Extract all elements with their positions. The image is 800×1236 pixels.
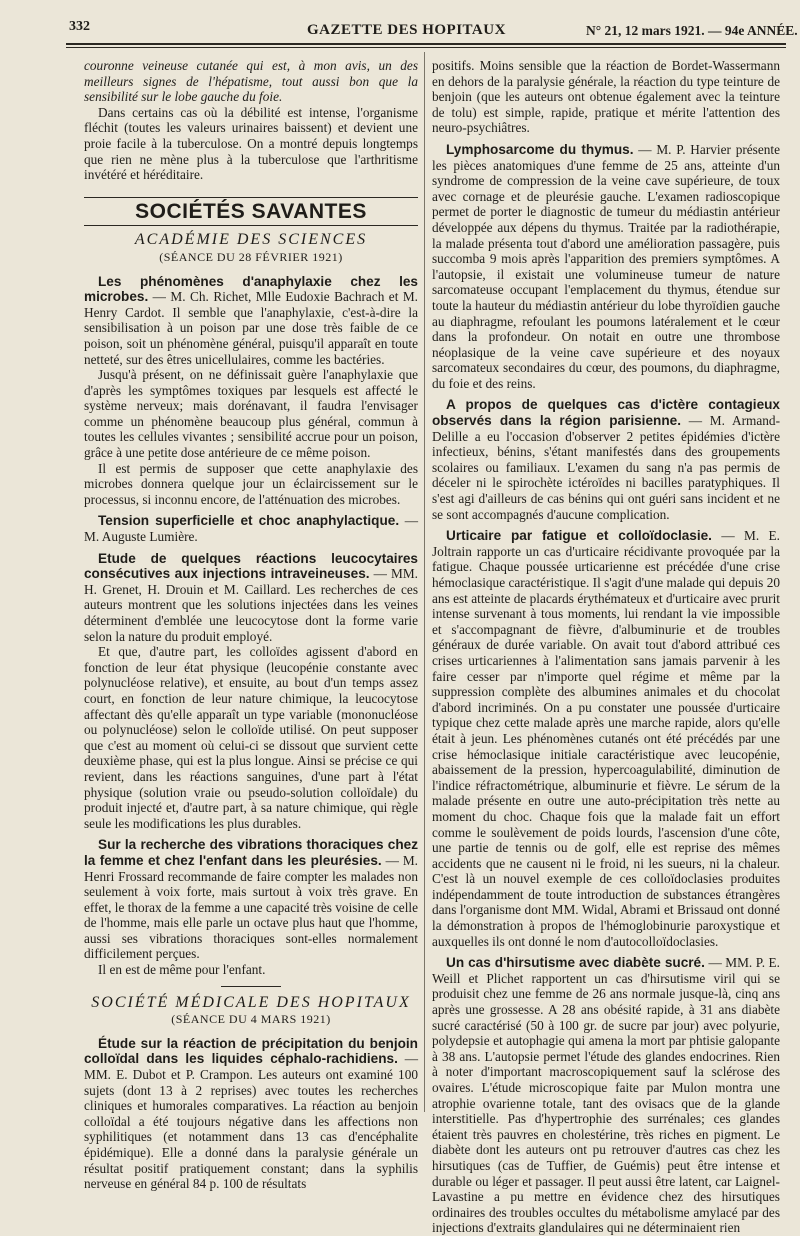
article-paragraph bbox=[432, 397, 780, 522]
paragraph: Il est permis de supposer que cette anaphylaxie des microbes donnera quelque jour un éclaircissement sur le processus, si inconnu encore, de l'atténuation des microbes. bbox=[84, 460, 418, 507]
article-text: — MM. E. Dubot et P. Crampon. Les auteurs ont examiné 100 sujets (dont 13 à 2 reprises) avec toutes les recherches cliniques et humorales comparatives. La réaction au benjoin colloïdal a été toujours négative dans les affections non syphilitiques (et notamment dans 13 cas d'encéphalite épidémique). Elle a donné dans la paralysie générale un résultat positif pratiquement constant; dans la syphilis nerveuse en général 84 p. 100 de résultats bbox=[84, 1051, 418, 1192]
society-title: SOCIÉTÉ MÉDICALE DES HOPITAUX bbox=[91, 993, 411, 1011]
article-heading: Étude sur la réaction de précipitation du benjoin colloïdal dans les liquides céphalo-rachidiens. bbox=[84, 1035, 418, 1067]
article-heading: Tension superficielle et choc anaphylactique. bbox=[98, 513, 400, 529]
section-title: SOCIÉTÉS SAVANTES bbox=[135, 199, 367, 223]
header-rule bbox=[66, 43, 786, 45]
article-heading: A propos de quelques cas d'ictère contagieux observés dans la région parisienne. bbox=[432, 397, 780, 429]
right-column bbox=[432, 58, 780, 1236]
article-text: — M. Auguste Lumière. bbox=[84, 513, 419, 545]
paragraph: Et que, d'autre part, les colloïdes agissent d'abord en fonction de leur état physique (leucopénie constante avec polynucléose relative), et ensuite, au bout d'un temps assez court, en fonction de leur nature chimique, la leucocytose affectant dès qu'elle apparaît un type variable (mononucléose ou polynucléose) selon le colloïde utilisé. On peut supposer que c'est au moment où celui-ci se dissout que survient cette deuxième phase, qui est la plus longue. Ainsi se précise ce qui revient, dans les réactions sanguines, d'une part à l'état physique (solution vraie ou pseudo-solution colloïdale) du produit injecté et, d'autre part, à sa nature chimique, qui règle seule les modifications les plus durables. bbox=[84, 644, 418, 831]
session-date: (SÉANCE DU 28 FÉVRIER 1921) bbox=[159, 249, 343, 264]
divider bbox=[221, 986, 281, 987]
article-paragraph bbox=[84, 274, 418, 368]
article-paragraph bbox=[432, 528, 780, 949]
page-number: 332 bbox=[69, 19, 90, 34]
paragraph: Il en est de même pour l'enfant. bbox=[98, 962, 266, 978]
section-rule bbox=[84, 225, 418, 226]
article-heading: Les phénomènes d'anaphylaxie chez les microbes. bbox=[84, 273, 418, 305]
article-paragraph bbox=[84, 837, 418, 962]
article-text: — M. E. Joltrain rapporte un cas d'urticaire récidivante provoquée par la fatigue. Chaque poussée urticarienne est précédée d'une crise hémoclasique caractéristique. Il s'agit d'une malade qui depuis 20 ans est atteinte de placards érythémateux et d'urticaire avec prurit intense survenant à tous moments, lui rendant la vie impossible et s'accompagnant de fièvre, d'albuminurie et de troubles généraux de durée variable. On avait tout d'abord attribué ces crises urticariennes à l'alimentation sans jamais parvenir à les faire cesser par n'importe quel régime et même par la suppression complète des albumines animales et du chocolat d'abord incriminés. On a pu constater une poussée d'urticaire typique chez cette malade après une marche rapide, alors qu'elle était à jeun. Les phénomènes cutanés ont été précédés par une crise hémoclasique initiale caractéristique avec leucopénie, abaissement de la pression, hypercoagulabilité, diminution de l'indice réfractométrique, albuminurie et fièvre. Le sérum de la malade présente en outre une auto-précipitation très nette au moment du choc. Chaque fois que la malade fait un effort comme le soulèvement de poids lourds, l'ascension d'une côte, une partie de tennis ou de golf, elle est reprise des mêmes accidents que ne causent ni le froid, ni les sueurs, ni la chaleur. C'est là un nouvel exemple de ces colloïdoclasies produites indépendamment de toute introduction de substances étrangères dans l'organisme dont MM. Widal, Abrami et Brissaud ont donné la démonstration à propos de l'hémoglobinurie paroxystique et auxquelles ils ont donné le nom d'autocolloïdoclasies. bbox=[432, 528, 780, 949]
article-heading: Etude de quelques réactions leucocytaires consécutives aux injections intraveineuses. bbox=[84, 550, 418, 582]
paragraph: Jusqu'à présent, on ne définissait guère l'anaphylaxie que d'après les symptômes toxiques par lesquels est affecté le système nerveux; mais dorénavant, il faudra l'envisager comme un phénomène beaucoup plus général, commun à toutes les cellules vivantes ; sensibilité accrue pour un poison, grâce à une petite dose antérieure de ce même poison. bbox=[84, 367, 418, 461]
issue-info: N° 21, 12 mars 1921. — 94e ANNÉE. bbox=[586, 23, 798, 38]
section-rule bbox=[84, 197, 418, 198]
article-text: — MM. H. Grenet, H. Drouin et M. Caillard. Les recherches de ces auteurs montrent que les solutions injectées dans les veines déterminent d'emblée une leucocytose dont la forme varie selon la nature du produit employé. bbox=[84, 566, 418, 644]
society-title: ACADÉMIE DES SCIENCES bbox=[134, 231, 368, 249]
column-separator bbox=[424, 52, 425, 1112]
paragraph: Dans certains cas où la débilité est intense, l'organisme fléchit (toutes les valeurs urinaires baissent) et devient une proie facile à la tuberculose. On a montré depuis longtemps que rien ne mène plus à la tuberculose que l'arthritisme invétéré et héréditaire. bbox=[84, 104, 418, 183]
intro-paragraph: couronne veineuse cutanée qui est, à mon avis, un des meilleurs signes de l'hépatisme, tout aussi bon que la sensibilité sur le lobe gauche du foie. bbox=[84, 58, 418, 105]
paragraph: positifs. Moins sensible que la réaction de Bordet-Wassermann en dehors de la paralysie générale, la réaction du type teinture de benjoin (que les auteurs ont obtenue également avec la teinture de tolu) est simple, rapide, pratique et mérite l'attention des neuro-psychiâtres. bbox=[432, 58, 780, 136]
article-heading: Un cas d'hirsutisme avec diabète sucré. bbox=[446, 955, 705, 971]
article-paragraph bbox=[432, 142, 780, 392]
article-heading: Urticaire par fatigue et colloïdoclasie. bbox=[446, 528, 712, 544]
article-text: — MM. P. E. Weill et Plichet rapportent un cas d'hirsutisme viril qui se produisit chez une femme de 26 ans normale jusque-là, cinq ans après une grossesse. A 28 ans obésité rapide, à 31 ans diabète sucré caractérisé (50 à 100 gr. de sucre par jour) avec polyurie, polydepsie et autophagie qui amena la mort par phtisie galopante à 38 ans. L'autopsie permet l'étude des glandes endocrines. Rien à noter d'important macroscopiquement sauf la sclérose des ovaires. L'étude microscopique faite par Mulon montra une atrophie ovarienne totale, tant des ovisacs que de la glande interstitielle. Pas d'hypertrophie des surrénales; ces glandes étaient très pauvres en cholestérine, très riches en pigment. Le diabète dont les auteurs ont pu retrouver d'autres cas chez les hirsutiques (cas de Tuffier, de Guémis) peut être intense et durable ou léger et passager. Il peut aussi être latent, car Laignel-Lavastine a pu mettre en évidence chez des hirsutiques ordinaires des troubles occultes du métabolisme amylacé par des injections d'extraits glandulaires qui ne déterminaient rien bbox=[432, 955, 780, 1236]
article-text: — M. P. Harvier présente les pièces anatomiques d'une femme de 25 ans, atteinte d'un syndrome de compression de la veine cave supérieure, de toux avec cornage et de pleurésie gauche. L'examen radioscopique permet de porter le diagnostic de tumeur du médiastin antérieur développée aux dépens du thymus. Traitée par la radiothérapie, la malade présenta tout d'abord une amélioration passagère, puis succomba 9 mois après l'apparition des premiers symptômes. A l'autopsie, il existait une volumineuse tumeur de nature sarcomateuse occupant l'emplacement du thymus, étendue sur toute la hauteur du médiastin antérieur du lobe thyroïdien gauche au diaphragme, refoulant les poumons latéralement et le cœur dans la profondeur. On notait en outre une thrombose néoplasique de la veine cave supérieure et des noyaux sarcomateux secondaires du cœur, des poumons, du diaphragme, du foie et des reins. bbox=[432, 141, 780, 391]
header-rule-thin bbox=[66, 47, 786, 48]
article-paragraph bbox=[84, 1036, 418, 1192]
journal-title: GAZETTE DES HOPITAUX bbox=[307, 22, 506, 38]
article-text: — M. Henri Frossard recommande de faire compter les malades non seulement à voix forte, mais surtout à voix très grave. En effet, le thorax de la femme a une capacité très voisine de celle de l'homme, mais elle parle un octave plus haut que l'homme, aussi ses vibrations thoraciques sont-elles normalement difficilement perçues. bbox=[84, 852, 418, 962]
article-text: — M. Ch. Richet, Mlle Eudoxie Bachrach et M. Henry Cardot. Il semble que l'anaphylaxie, c'est-à-dire la sensibilisation à un poison par une dose très faible de ce poison, soit un phénomène général, puisqu'il apparaît en toute netteté, sur des êtres unicellulaires, comme les bactéries. bbox=[84, 289, 418, 367]
article-paragraph bbox=[84, 513, 418, 544]
article-heading: Lymphosarcome du thymus. bbox=[446, 141, 634, 157]
article-text: — M. Armand-Delille a eu l'occasion d'observer 2 petites épidémies d'ictère infectieux, bénins, s'étant manifestés dans des groupements scolaires ou familiaux. L'examen du sang n'a pas permis de déceler ni le spirochète ictéroïdes ni bacilles paratyphiques. Il s'est agi d'ailleurs de cas bénins qui ont guéri sans incident et ne se sont accompagnés d'aucune complication. bbox=[432, 413, 780, 522]
session-date: (SÉANCE DU 4 MARS 1921) bbox=[171, 1012, 331, 1027]
article-paragraph bbox=[432, 955, 780, 1236]
left-column bbox=[84, 58, 418, 1192]
page-header bbox=[0, 0, 800, 44]
article-heading: Sur la recherche des vibrations thoraciques chez la femme et chez l'enfant dans les pleurésies. bbox=[84, 837, 418, 868]
article-paragraph bbox=[84, 551, 418, 645]
